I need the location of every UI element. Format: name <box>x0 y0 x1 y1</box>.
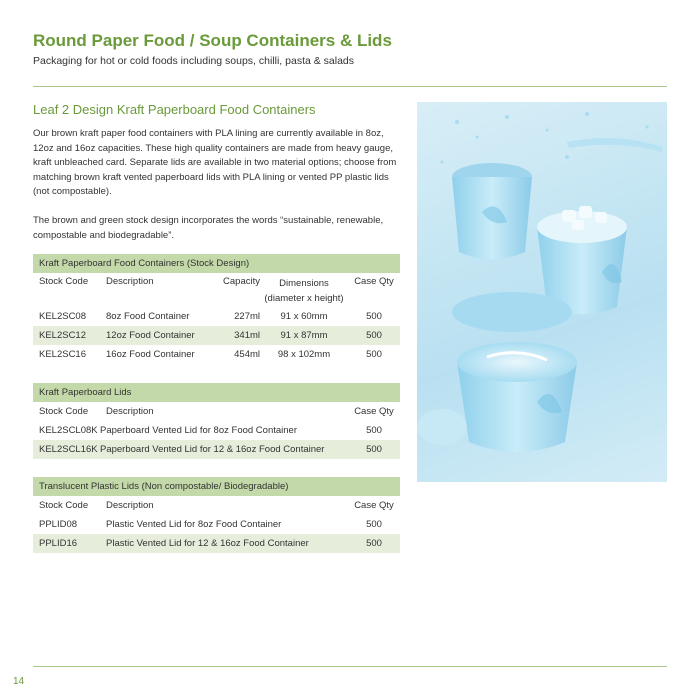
header-dimensions-line2: (diameter x height) <box>264 293 344 304</box>
cell-description: Paperboard Vented Lid for 8oz Food Container <box>100 425 297 436</box>
cell-description: 8oz Food Container <box>106 311 190 322</box>
cell-stock-code: KEL2SCL16K <box>39 444 98 455</box>
table-row <box>33 515 400 534</box>
page-title: Round Paper Food / Soup Containers & Lids <box>33 31 392 50</box>
table-row <box>33 440 400 459</box>
product-photo <box>417 102 667 482</box>
top-divider <box>33 86 667 87</box>
containers-table <box>33 254 400 364</box>
cell-capacity: 227ml <box>234 311 260 322</box>
table-title: Translucent Plastic Lids (Non compostable/ Biodegradable) <box>33 477 400 496</box>
cell-description: 16oz Food Container <box>106 349 195 360</box>
table-header-row <box>33 273 400 307</box>
cell-dimensions: 98 x 102mm <box>277 349 331 360</box>
intro-paragraph-1: Our brown kraft paper food containers with PLA lining are currently available in 8oz, 12oz and 16oz capacities. These high quality containers are made from heavy gauge, kraft unbleached card. Separate lids are available in two material options; choose from matching brown kraft vented paperboard lids with PLA lining or vented PP plastic lids (not compostable). <box>33 128 397 198</box>
paperboard-lids-table <box>33 383 400 459</box>
cell-stock-code: KEL2SC16 <box>39 349 87 360</box>
bottom-divider <box>33 666 667 667</box>
section-title: Leaf 2 Design Kraft Paperboard Food Containers <box>33 102 316 117</box>
table-title: Kraft Paperboard Lids <box>33 383 400 402</box>
table-header-row <box>33 496 400 515</box>
cell-stock-code: PPLID08 <box>39 519 78 530</box>
plastic-lids-table <box>33 477 400 553</box>
header-case-qty: Case Qty <box>354 276 394 287</box>
table-row <box>33 534 400 553</box>
header-description: Description <box>106 500 154 511</box>
cell-description: Plastic Vented Lid for 8oz Food Container <box>106 519 282 530</box>
cell-case-qty: 500 <box>366 349 382 360</box>
cell-stock-code: KEL2SC08 <box>39 311 87 322</box>
cell-case-qty: 500 <box>366 330 382 341</box>
table-row <box>33 326 400 345</box>
cell-description: Plastic Vented Lid for 12 & 16oz Food Container <box>106 538 309 549</box>
cell-stock-code: KEL2SC12 <box>39 330 87 341</box>
header-case-qty: Case Qty <box>354 500 394 511</box>
table-row <box>33 345 400 364</box>
header-stock-code: Stock Code <box>39 406 89 417</box>
table-header-row <box>33 402 400 421</box>
cell-stock-code: KEL2SCL08K <box>39 425 98 436</box>
cell-case-qty: 500 <box>366 538 382 549</box>
header-case-qty: Case Qty <box>354 406 394 417</box>
page-number: 14 <box>13 676 25 687</box>
header-stock-code: Stock Code <box>39 500 89 511</box>
intro-text <box>33 127 403 243</box>
cell-case-qty: 500 <box>366 519 382 530</box>
table-row <box>33 421 400 440</box>
intro-paragraph-2: The brown and green stock design incorporates the words “sustainable, renewable, compostable and biodegradable”. <box>33 214 384 241</box>
header-description: Description <box>106 406 154 417</box>
food-containers-illustration <box>417 102 667 482</box>
cell-stock-code: PPLID16 <box>39 538 78 549</box>
page-subtitle: Packaging for hot or cold foods including soups, chilli, pasta & salads <box>33 55 355 67</box>
cell-case-qty: 500 <box>366 425 382 436</box>
header-dimensions <box>260 276 348 306</box>
cell-description: 12oz Food Container <box>106 330 195 341</box>
cell-capacity: 454ml <box>234 349 260 360</box>
cell-capacity: 341ml <box>234 330 260 341</box>
cell-case-qty: 500 <box>366 311 382 322</box>
cell-description: Paperboard Vented Lid for 12 & 16oz Food Container <box>100 444 325 455</box>
cell-case-qty: 500 <box>366 444 382 455</box>
table-title: Kraft Paperboard Food Containers (Stock Design) <box>33 254 400 273</box>
cell-dimensions: 91 x 87mm <box>280 330 328 341</box>
header-dimensions-line1: Dimensions <box>279 278 329 289</box>
header-description: Description <box>106 276 154 287</box>
cell-dimensions: 91 x 60mm <box>280 311 328 322</box>
header-stock-code: Stock Code <box>39 276 89 287</box>
table-row <box>33 307 400 326</box>
header-capacity: Capacity <box>223 276 260 287</box>
